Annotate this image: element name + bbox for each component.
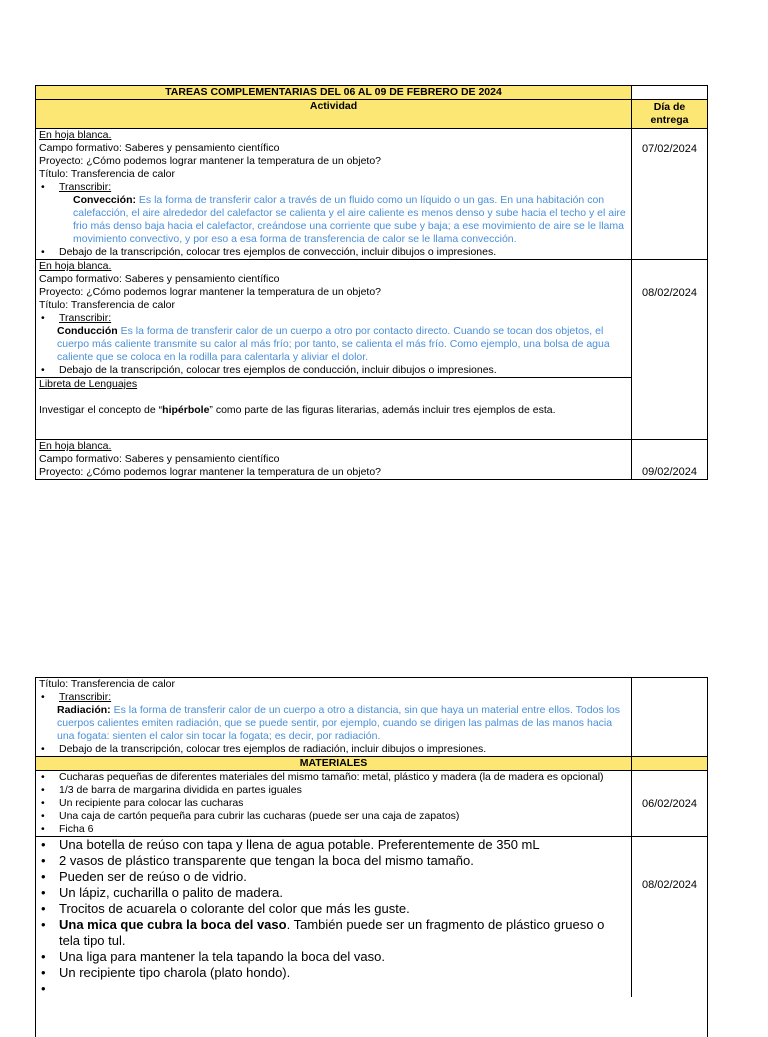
- subtask-keyword: hipérbole: [162, 404, 210, 416]
- materials-header-row: [36, 757, 707, 771]
- material-item: Un recipiente para colocar las cucharas: [59, 797, 244, 809]
- bullet-icon: •: [41, 823, 45, 835]
- bullet-icon: •: [41, 965, 46, 980]
- table-row: [36, 129, 707, 260]
- material-item: Trocitos de acuarela o colorante del color que más les guste.: [59, 901, 410, 916]
- activity-cell: [36, 678, 632, 756]
- materials-header: MATERIALES: [36, 757, 632, 770]
- field-line: Campo formativo: Saberes y pensamiento científico: [39, 273, 280, 285]
- subtask-post: ” como parte de las figuras literarias, además incluir tres ejemplos de esta.: [209, 404, 556, 416]
- table-row: [36, 440, 707, 479]
- bullet-icon: •: [41, 246, 45, 258]
- list-item: [39, 901, 628, 917]
- material-item: Un recipiente tipo charola (plato hondo).: [59, 965, 291, 980]
- project-line: Proyecto: ¿Cómo podemos lograr mantener la temperatura de un objeto?: [39, 286, 382, 298]
- list-item: [39, 869, 628, 885]
- field-line: Campo formativo: Saberes y pensamiento científico: [39, 453, 280, 465]
- list-item: [39, 181, 628, 194]
- definition: [39, 325, 628, 364]
- table-title: TAREAS COMPLEMENTARIAS DEL 06 AL 09 DE FEBRERO DE 2024: [36, 86, 632, 99]
- list-item: [39, 965, 628, 981]
- term: Convección:: [73, 194, 137, 206]
- definition: [39, 704, 628, 743]
- material-item-rest: . También puede ser un fragmento de plástico grueso o tela tipo tul.: [59, 917, 605, 948]
- field-line: Campo formativo: Saberes y pensamiento científico: [39, 142, 280, 154]
- project-line: Proyecto: ¿Cómo podemos lograr mantener la temperatura de un objeto?: [39, 466, 382, 478]
- material-item: [59, 917, 628, 949]
- bullet-icon: •: [41, 837, 46, 852]
- title-line: Título: Transferencia de calor: [39, 678, 175, 690]
- header-row: [36, 100, 707, 129]
- definition-text: Es la forma de transferir calor de un cuerpo a otro a distancia, sin que haya un material entre ellos. Todos los cuerpos calientes emiten radiación, que se puede sentir, por ejemplo, cuando se dirigen las palmas de las manos hacia una fogata: sienten el calor sin tocar la fogata; es decir, por radiación.: [57, 704, 621, 742]
- instruction-line: En hoja blanca.: [39, 129, 112, 141]
- materials-list: [36, 771, 632, 836]
- table-row: [36, 837, 707, 997]
- activity-header: Actividad: [36, 100, 632, 128]
- list-item: [39, 797, 628, 810]
- delivery-date: 06/02/2024: [641, 797, 698, 810]
- delivery-date: 07/02/2024: [641, 143, 698, 155]
- bullet-icon: •: [41, 981, 46, 996]
- definition-text: Es la forma de transferir calor a través de un fluido como un líquido o un gas. En una habitación con calefacción, el aire alrededor del calefactor se calienta y el aire caliente es menos denso y sube hacia el techo y el aire frio más denso baja hacia el calefactor, creándose una corriente que sube y baja; a ese movimiento de aire se le llama movimiento convectivo, y por eso a esa forma de transferencia de calor se le llama convección.: [73, 194, 626, 245]
- blank-cell: [632, 757, 707, 770]
- material-item: 1/3 de barra de margarina dividida en partes iguales: [59, 784, 302, 796]
- definition: [39, 194, 628, 246]
- material-item-bold: Una mica que cubra la boca del vaso: [59, 917, 287, 932]
- activity-cell: [36, 260, 632, 439]
- tasks-table: [35, 85, 708, 480]
- list-item: [39, 837, 628, 853]
- activity-cell: [36, 129, 632, 259]
- table-row: [36, 678, 707, 757]
- transcribe-label: Transcribir:: [59, 312, 112, 324]
- material-item: 2 vasos de plástico transparente que tengan la boca del mismo tamaño.: [59, 853, 474, 868]
- instruction-line: En hoja blanca.: [39, 440, 112, 452]
- materials-table: [35, 677, 708, 1037]
- list-item: [39, 981, 628, 997]
- date-header: Día de entrega: [632, 100, 707, 128]
- list-item-text: Debajo de la transcripción, colocar tres ejemplos de convección, incluir dibujos o impresiones.: [59, 246, 497, 258]
- material-item: Un lápiz, cucharilla o palito de madera.: [59, 885, 284, 900]
- bullet-icon: •: [41, 181, 45, 193]
- bullet-icon: •: [41, 691, 45, 703]
- table-row: [36, 771, 707, 837]
- list-item: [39, 917, 628, 949]
- subtask-text: [39, 404, 628, 417]
- title-line: Título: Transferencia de calor: [39, 299, 175, 311]
- transcribe-label: Transcribir:: [59, 181, 112, 193]
- term: Conducción: [57, 325, 118, 337]
- material-item: Una liga para mantener la tela tapando la boca del vaso.: [59, 949, 385, 964]
- subtask-title: Libreta de Lenguajes: [39, 378, 138, 390]
- delivery-date: 09/02/2024: [641, 466, 698, 478]
- list-item: [39, 691, 628, 704]
- term: Radiación:: [57, 704, 111, 716]
- list-item: [39, 743, 628, 756]
- transcribe-label: Transcribir:: [59, 691, 112, 703]
- list-item: [39, 246, 628, 259]
- list-item: [39, 784, 628, 797]
- bullet-icon: •: [41, 885, 46, 900]
- material-item: Una caja de cartón pequeña para cubrir las cucharas (puede ser una caja de zapatos): [59, 810, 460, 822]
- instruction-line: En hoja blanca.: [39, 260, 112, 272]
- bullet-icon: •: [41, 869, 46, 884]
- bullet-icon: •: [41, 312, 45, 324]
- bullet-icon: •: [41, 364, 45, 376]
- list-item-text: Debajo de la transcripción, colocar tres ejemplos de radiación, incluir dibujos o impresiones.: [59, 743, 487, 755]
- table-row: [36, 260, 707, 440]
- bullet-icon: •: [41, 743, 45, 755]
- bullet-icon: •: [41, 917, 46, 932]
- materials-list: [36, 837, 632, 997]
- bullet-icon: •: [41, 810, 45, 822]
- list-item: [39, 949, 628, 965]
- material-item: Una botella de reúso con tapa y llena de agua potable. Preferentemente de 350 mL: [59, 837, 540, 852]
- material-item: Cucharas pequeñas de diferentes materiales del mismo tamaño: metal, plástico y madera (la de madera es opcional): [59, 771, 604, 783]
- material-item: Ficha 6: [59, 823, 94, 835]
- list-item: [39, 853, 628, 869]
- list-item: [39, 810, 628, 823]
- bullet-icon: •: [41, 901, 46, 916]
- bullet-icon: •: [41, 949, 46, 964]
- list-item-text: Debajo de la transcripción, colocar tres ejemplos de conducción, incluir dibujos o impresiones.: [59, 364, 497, 376]
- bullet-icon: •: [41, 771, 45, 783]
- delivery-date: 08/02/2024: [641, 287, 698, 299]
- delivery-date: 08/02/2024: [641, 879, 698, 891]
- bullet-icon: •: [41, 797, 45, 809]
- blank-cell: [632, 678, 707, 756]
- list-item: [39, 885, 628, 901]
- subtask-pre: Investigar el concepto de “: [39, 404, 163, 416]
- bullet-icon: •: [41, 784, 45, 796]
- blank-cell: [632, 86, 707, 99]
- project-line: Proyecto: ¿Cómo podemos lograr mantener la temperatura de un objeto?: [39, 155, 382, 167]
- list-item: [39, 312, 628, 325]
- material-item: Pueden ser de reúso o de vidrio.: [59, 869, 247, 884]
- bullet-icon: •: [41, 853, 46, 868]
- activity-cell: [36, 440, 632, 479]
- table-title-row: [36, 86, 707, 100]
- definition-text: Es la forma de transferir calor de un cuerpo a otro por contacto directo. Cuando se tocan dos objetos, el cuerpo más caliente transmite su calor al más frío; por tanto, se calienta el más frío. Como ejemplo, una bolsa de agua caliente que se coloca en la rodilla para calentarla y aliviar el dolor.: [57, 325, 610, 363]
- title-line: Título: Transferencia de calor: [39, 168, 175, 180]
- list-item: [39, 771, 628, 784]
- list-item: [36, 364, 631, 378]
- list-item: [39, 823, 628, 836]
